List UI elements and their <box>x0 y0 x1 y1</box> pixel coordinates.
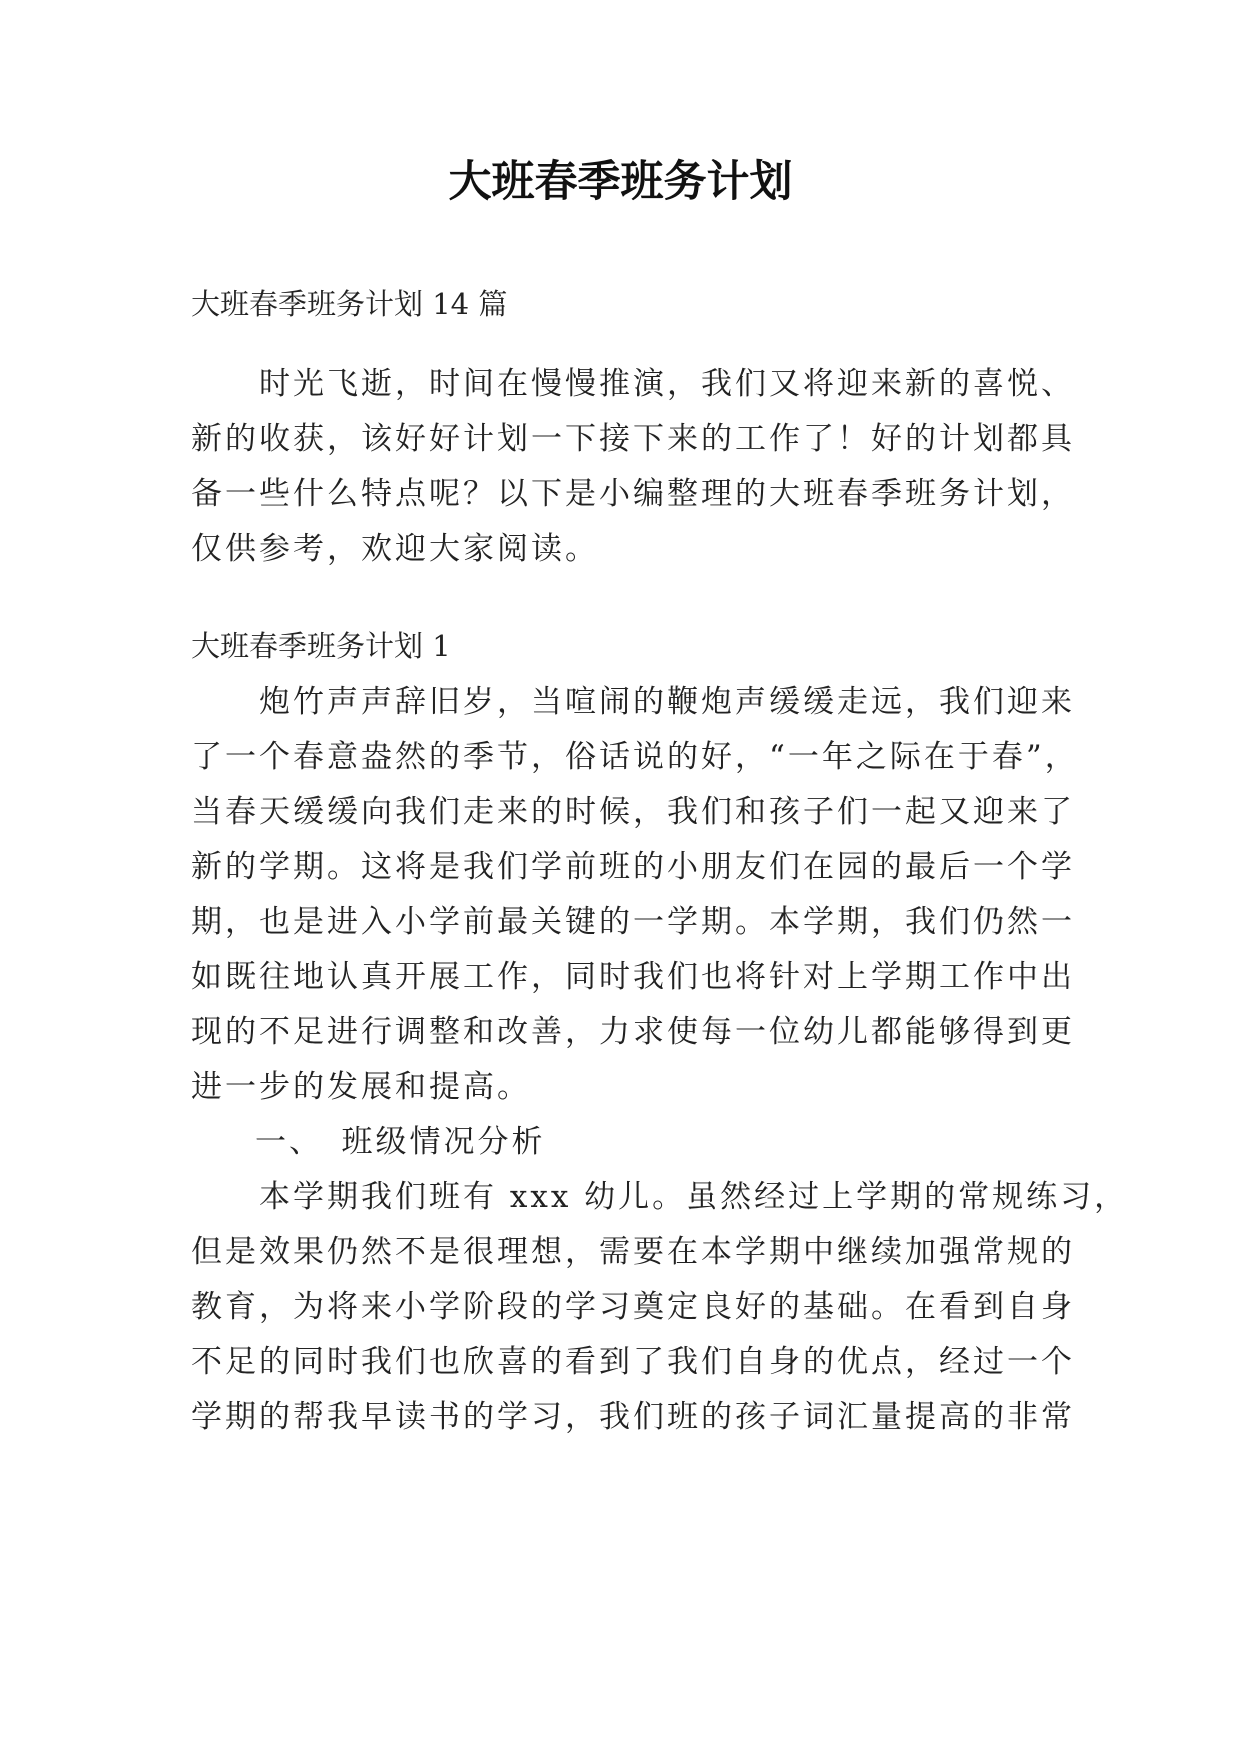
plan1-line: 炮竹声声辞旧岁，当喧闹的鞭炮声缓缓走远，我们迎来 <box>191 684 1075 720</box>
section1-paragraph <box>191 1170 1129 1445</box>
document-subtitle: 大班春季班务计划 14 篇 <box>191 287 508 321</box>
intro-paragraph <box>191 357 1075 577</box>
plan1-line: 期，也是进入小学前最关键的一学期。本学期，我们仍然一 <box>191 904 1075 940</box>
plan1-heading: 大班春季班务计划 1 <box>191 629 451 663</box>
intro-line: 仅供参考，欢迎大家阅读。 <box>191 531 599 567</box>
section1-line: 学期的帮我早读书的学习，我们班的孩子词汇量提高的非常 <box>191 1399 1075 1435</box>
document-title: 大班春季班务计划 <box>448 157 793 207</box>
intro-line: 备一些什么特点呢？以下是小编整理的大班春季班务计划， <box>191 476 1075 512</box>
plan1-paragraph <box>191 675 1079 1115</box>
plan1-line: 进一步的发展和提高。 <box>191 1069 531 1105</box>
section1-line: 不足的同时我们也欣喜的看到了我们自身的优点，经过一个 <box>191 1344 1075 1380</box>
section1-line: 但是效果仍然不是很理想，需要在本学期中继续加强常规的 <box>191 1234 1075 1270</box>
plan1-line: 了一个春意盎然的季节，俗话说的好，“一年之际在于春”， <box>191 739 1079 775</box>
plan1-line: 新的学期。这将是我们学前班的小朋友们在园的最后一个学 <box>191 849 1075 885</box>
section1-heading: 一、 班级情况分析 <box>255 1124 546 1160</box>
intro-line: 新的收获，该好好计划一下接下来的工作了！好的计划都具 <box>191 421 1075 457</box>
plan1-line: 现的不足进行调整和改善，力求使每一位幼儿都能够得到更 <box>191 1014 1075 1050</box>
section1-line: 本学期我们班有 xxx 幼儿。虽然经过上学期的常规练习， <box>191 1179 1129 1215</box>
section1-line: 教育，为将来小学阶段的学习奠定良好的基础。在看到自身 <box>191 1289 1075 1325</box>
intro-line: 时光飞逝，时间在慢慢推演，我们又将迎来新的喜悦、 <box>191 366 1075 402</box>
plan1-line: 当春天缓缓向我们走来的时候，我们和孩子们一起又迎来了 <box>191 794 1075 830</box>
plan1-line: 如既往地认真开展工作，同时我们也将针对上学期工作中出 <box>191 959 1075 995</box>
